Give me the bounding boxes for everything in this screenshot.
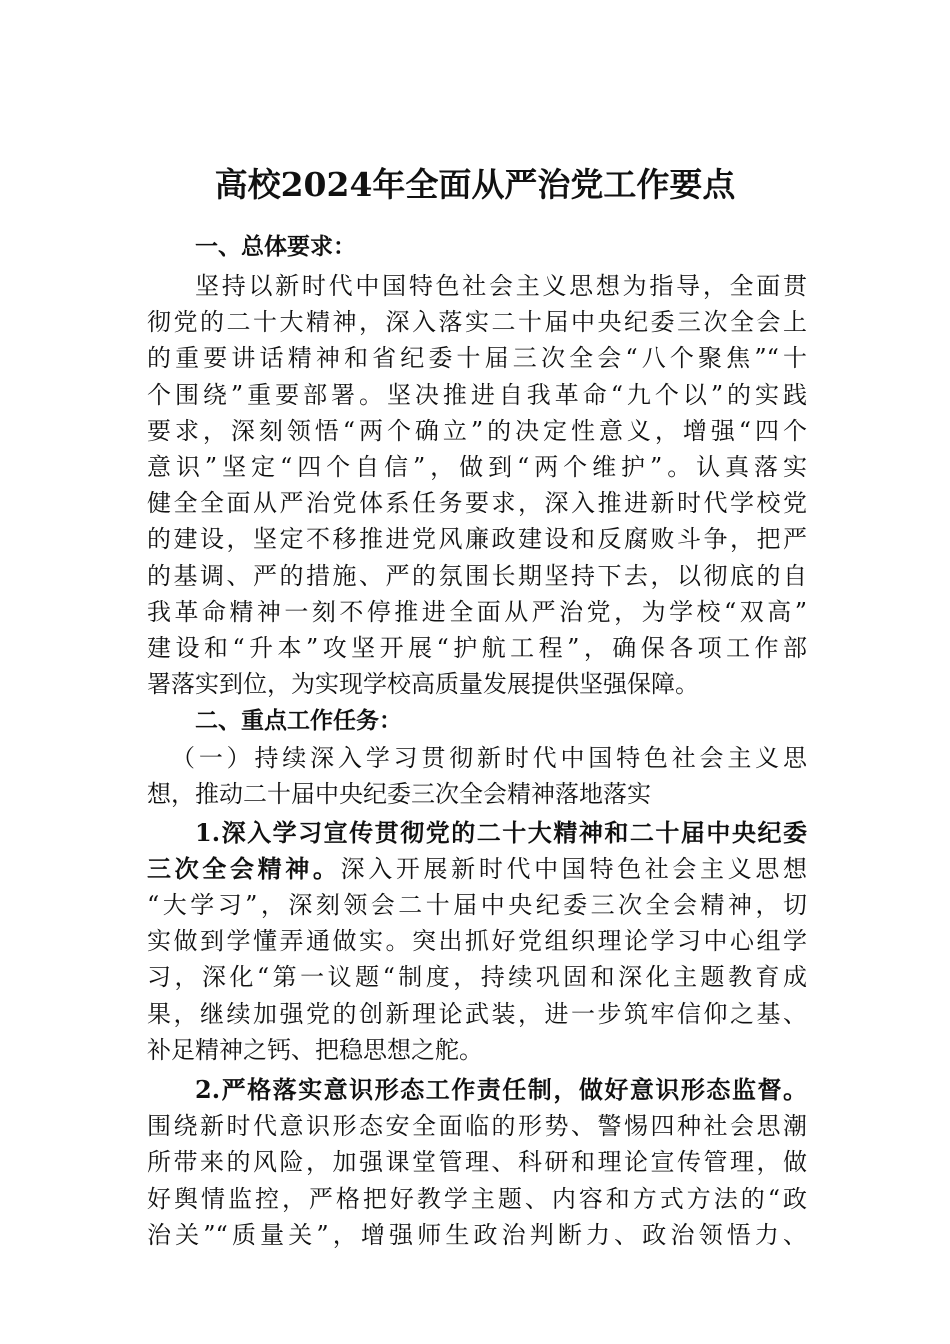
paragraph-line: 实做到学懂弄通做实。突出抓好党组织理论学习中心组学: [147, 927, 807, 956]
paragraph-line: 习，深化“第一议题“制度，持续巩固和深化主题教育成: [147, 963, 807, 992]
paragraph-line: 我革命精神一刻不停推进全面从严治党，为学校“双高”: [147, 597, 807, 626]
paragraph-line: 署落实到位，为实现学校高质量发展提供坚强保障。: [147, 670, 699, 699]
paragraph-general-requirements: [147, 268, 807, 702]
subsection-heading-line: 想，推动二十届中央纪委三次全会精神落地落实: [147, 780, 651, 809]
item-1-mixed-line: [147, 851, 807, 887]
paragraph-line: 要求，深刻领悟“两个确立”的决定性意义，增强“四个: [147, 416, 807, 445]
paragraph-line: 补足精神之钙、把稳思想之舵。: [147, 1035, 483, 1064]
paragraph-line: 坚持以新时代中国特色社会主义思想为指导，全面贯: [195, 272, 807, 300]
paragraph-line: 好舆情监控，严格把好教学主题、内容和方式方法的“政: [147, 1184, 807, 1213]
section-heading-general-requirements: 一、总体要求：: [195, 234, 356, 260]
item-1-title-end: 三次全会精神。: [147, 853, 341, 883]
paragraph-line: “大学习”，深刻领会二十届中央纪委三次全会精神，切: [147, 891, 807, 919]
item-1: [147, 815, 807, 1068]
paragraph-line: 的重要讲话精神和省纪委十届三次全会“八个聚焦”“十: [147, 344, 807, 373]
paragraph-line: 治关”“质量关”，增强师生政治判断力、政治领悟力、: [147, 1220, 807, 1249]
paragraph-line: 果，继续加强党的创新理论武装，进一步筑牢信仰之基、: [147, 999, 807, 1028]
item-2: [147, 1072, 807, 1253]
item-2-title-line: 2.严格落实意识形态工作责任制，做好意识形态监督。: [195, 1074, 807, 1104]
section-heading-key-tasks: 二、重点工作任务：: [195, 708, 402, 735]
paragraph-line: 围绕新时代意识形态安全面临的形势、警惕四种社会思潮: [147, 1112, 807, 1141]
paragraph-line: 建设和“升本”攻坚开展“护航工程”，确保各项工作部: [147, 633, 807, 662]
paragraph-line: 所带来的风险，加强课堂管理、科研和理论宣传管理，做: [147, 1148, 807, 1177]
paragraph-line: 的建设，坚定不移推进党风廉政建设和反腐败斗争，把严: [147, 525, 807, 554]
document-title: 高校2024年全面从严治党工作要点: [214, 165, 736, 204]
item-1-text-start: 深入开展新时代中国特色社会主义思想: [340, 854, 808, 883]
item-1-title-line: 1.深入学习宣传贯彻党的二十大精神和二十届中央纪委: [195, 817, 807, 847]
paragraph-line: 彻党的二十大精神，深入落实二十届中央纪委三次全会上: [147, 308, 807, 337]
document-body: [147, 226, 807, 1253]
paragraph-line: 的基调、严的措施、严的氛围长期坚持下去，以彻底的自: [147, 561, 807, 590]
paragraph-line: 意识”坚定“四个自信”，做到“两个维护”。认真落实: [147, 452, 807, 481]
paragraph-line: 健全全面从严治党体系任务要求，深入推进新时代学校党: [147, 489, 807, 518]
subsection-1: [147, 740, 807, 812]
subsection-heading-line: （一）持续深入学习贯彻新时代中国特色社会主义思: [171, 744, 807, 773]
paragraph-line: 个围绕”重要部署。坚决推进自我革命“九个以”的实践: [147, 380, 807, 409]
